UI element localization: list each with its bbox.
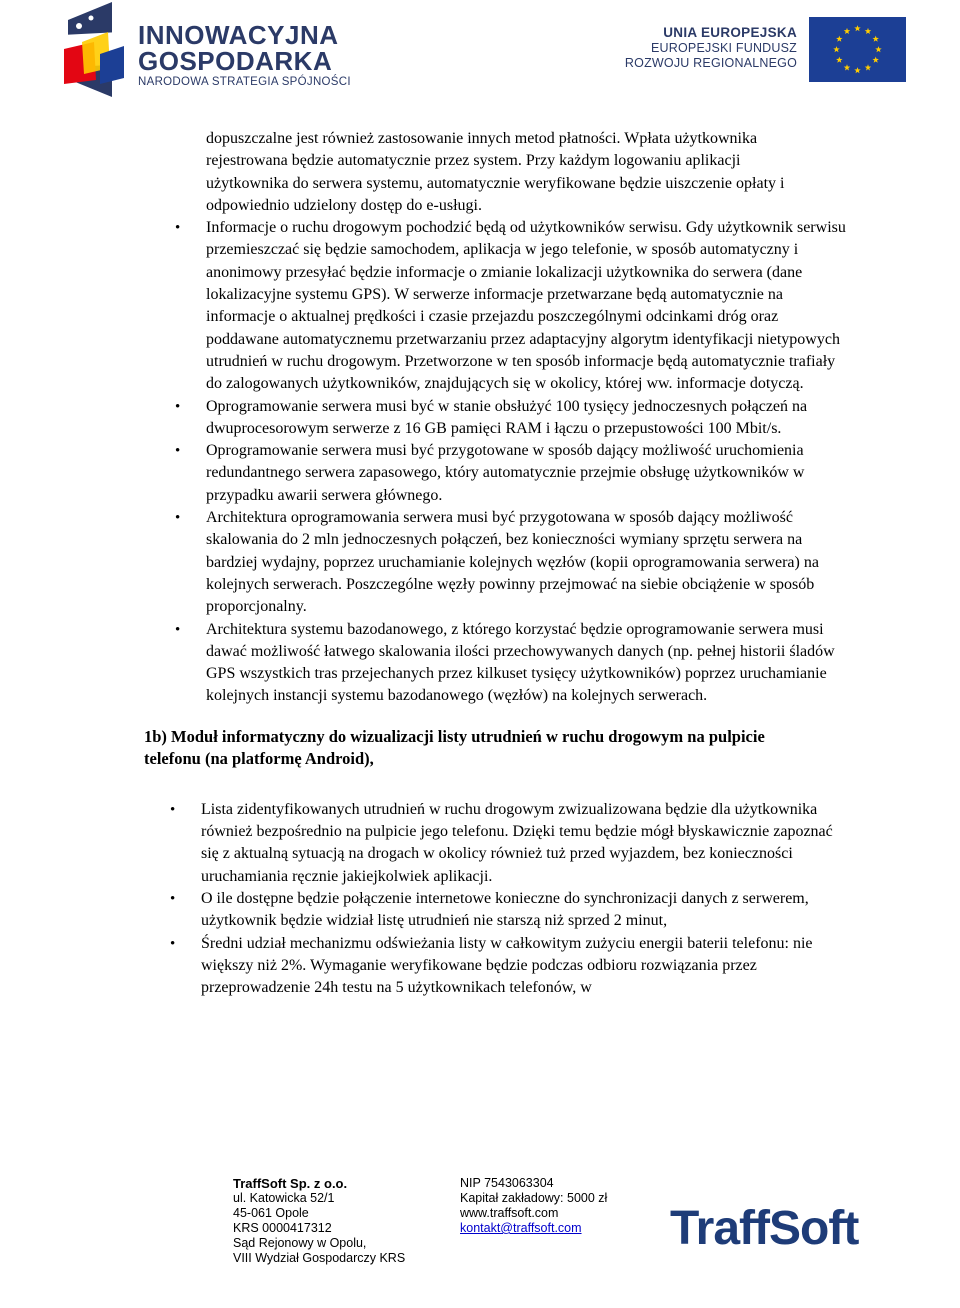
list-item-text: Architektura oprogramowania serwera musi być przygotowana w sposób dający możliwość skalowania do 2 mln jednoczesnych połączeń, bez konieczności wymiany sprzętu serwera na bardziej wydajny, poprzez uruchamianie kolejnych węzłów (kopii oprogramowania serwera) na kolejnych serwerach. Poszczególne węzły powinny przejmować na siebie obciążenie w sposób proporcjonalny. xyxy=(206,509,819,616)
list-item-text: Oprogramowanie serwera musi być w stanie obsłużyć 100 tysięcy jednoczesnych połączeń na dwuprocesorowym serwerze z 16 GB pamięci RAM i łączu o przepustowości 100 Mbit/s. xyxy=(206,397,808,437)
ig-logo-line2: GOSPODARKA xyxy=(138,46,333,76)
bullet-icon: • xyxy=(175,443,181,460)
bullet-icon: • xyxy=(175,220,181,237)
footer-capital: Kapitał zakładowy: 5000 zł xyxy=(460,1191,608,1205)
list-item xyxy=(170,888,851,933)
footer-address-block xyxy=(233,1176,405,1266)
footer-website[interactable]: www.traffsoft.com xyxy=(460,1206,559,1220)
footer-court2: VIII Wydział Gospodarczy KRS xyxy=(233,1251,406,1265)
eu-logo-line2: EUROPEJSKI FUNDUSZ xyxy=(651,41,797,55)
ig-logo-line3: NARODOWA STRATEGIA SPÓJNOŚCI xyxy=(138,76,351,88)
eu-logo-line3: ROZWOJU REGIONALNEGO xyxy=(624,56,797,70)
list-item-text: Lista zidentyfikowanych utrudnień w ruchu drogowym zwizualizowana będzie dla użytkownika również bezpośrednio na pulpicie jego telefonu. Dzięki temu będzie mógł błyskawicznie zapoznać się z aktualną sytuacją na drogach w okolicy również tuż przed wyjazdem, bez konieczności uruchamiania ręcznie jakiejkolwiek aplikacji. xyxy=(201,800,833,885)
eu-logo-line1: UNIA EUROPEJSKA xyxy=(663,25,797,40)
bullet-icon: • xyxy=(175,398,181,415)
list-item-text: Informacje o ruchu drogowym pochodzić będą od użytkowników serwisu. Gdy użytkownik serwisu przemieszczać się będzie samochodem, aplikacja w jego telefonie, w sposób automatyczny i anonimowy przesyłać będzie informacje o zmianie lokalizacji użytkownika do serwera (dane lokalizacyjne systemu GPS). W serwerze informacje przetwarzane będą automatycznie na informacje o aktualnej prędkości i czasie przejazdu poszczególnymi odcinkami dróg oraz poddawane automatycznemu przetwarzaniu przez adaptacyjny algorytm identyfikacji nietypowych utrudnień w ruchu drogowym. Przetworzone w ten sposób informacje będą automatycznie trafiały do zalogowanych użytkowników, znajdujących się w okolicy, której ww. informacje dotyczą. xyxy=(206,219,846,393)
eu-logo-text xyxy=(625,24,797,71)
bullet-icon: • xyxy=(175,510,181,527)
footer-nip: NIP 7543063304 xyxy=(460,1176,554,1190)
page-footer xyxy=(0,1176,960,1308)
continuation-paragraph: dopuszczalne jest również zastosowanie innych metod płatności. Wpłata użytkownika rejestrowana będzie automatycznie przez system. Przy każdym logowaniu aplikacji użytkownika do serwera systemu, automatycznie weryfikowane będzie uiszczenie opłaty i odpowiednio udzielony dostęp do e-usługi. xyxy=(206,130,785,214)
list-item-text: Oprogramowanie serwera musi być przygotowane w sposób dający możliwość uruchomienia redundantnego serwera zapasowego, który automatycznie przejmie obsługę użytkowników w przypadku awarii serwera głównego. xyxy=(206,442,805,504)
eu-flag-icon xyxy=(809,17,906,82)
footer-court1: Sąd Rejonowy w Opolu, xyxy=(233,1236,367,1250)
document-body xyxy=(0,128,960,999)
bullet-list-android xyxy=(0,799,960,1000)
footer-contact-block xyxy=(460,1176,607,1236)
list-item xyxy=(170,933,851,1000)
section-heading: 1b) Moduł informatyczny do wizualizacji listy utrudnień w ruchu drogowym na pulpicie telefonu (na platformę Android), xyxy=(144,726,765,769)
ig-logo-line1: INNOWACYJNA xyxy=(138,20,339,50)
list-item-text: O ile dostępne będzie połączenie internetowe konieczne do synchronizacji danych z serwerem, użytkownik będzie widział listę utrudnień nie starszą niż sprzed 2 minut, xyxy=(201,889,809,930)
list-item xyxy=(175,619,846,708)
list-item xyxy=(175,396,846,441)
traffsoft-logo xyxy=(670,1200,910,1256)
list-item xyxy=(175,507,846,618)
footer-company: TraffSoft Sp. z o.o. xyxy=(233,1176,348,1191)
footer-address2: 45-061 Opole xyxy=(233,1206,309,1220)
list-item-text: Architektura systemu bazodanowego, z którego korzystać będzie oprogramowanie serwera musi dawać możliwość łatwego skalowania ilości przechowywanych danych (np. pełnej historii śladów GPS wszystkich tras przejechanych przez kilkuset tysięcy użytkowników) poprzez uruchamianie kolejnych instancji systemu bazodanowego (węzłów) na kolejnych serwerach. xyxy=(206,620,835,705)
list-item-text: Średni udział mechanizmu odświeżania listy w całkowitym zużyciu energii baterii telefonu: nie większy niż 2%. Wymaganie weryfikowane będzie podczas odbioru rozwiązania przez przeprowadzenie 24h testu na 5 użytkownikach telefonów, w xyxy=(201,934,813,997)
list-item xyxy=(175,217,846,395)
bullet-icon: • xyxy=(175,621,181,638)
page-header xyxy=(0,0,960,110)
footer-address1: ul. Katowicka 52/1 xyxy=(233,1191,335,1205)
bullet-icon: • xyxy=(170,801,176,818)
list-item xyxy=(175,440,846,507)
footer-krs: KRS 0000417312 xyxy=(233,1221,332,1235)
bullet-icon: • xyxy=(170,935,176,952)
list-item xyxy=(170,799,851,888)
footer-email-link[interactable]: kontakt@traffsoft.com xyxy=(460,1221,582,1235)
traffsoft-logo-text: TraffSoft xyxy=(670,1202,859,1255)
bullet-list-server xyxy=(0,217,960,708)
bullet-icon: • xyxy=(170,890,176,907)
